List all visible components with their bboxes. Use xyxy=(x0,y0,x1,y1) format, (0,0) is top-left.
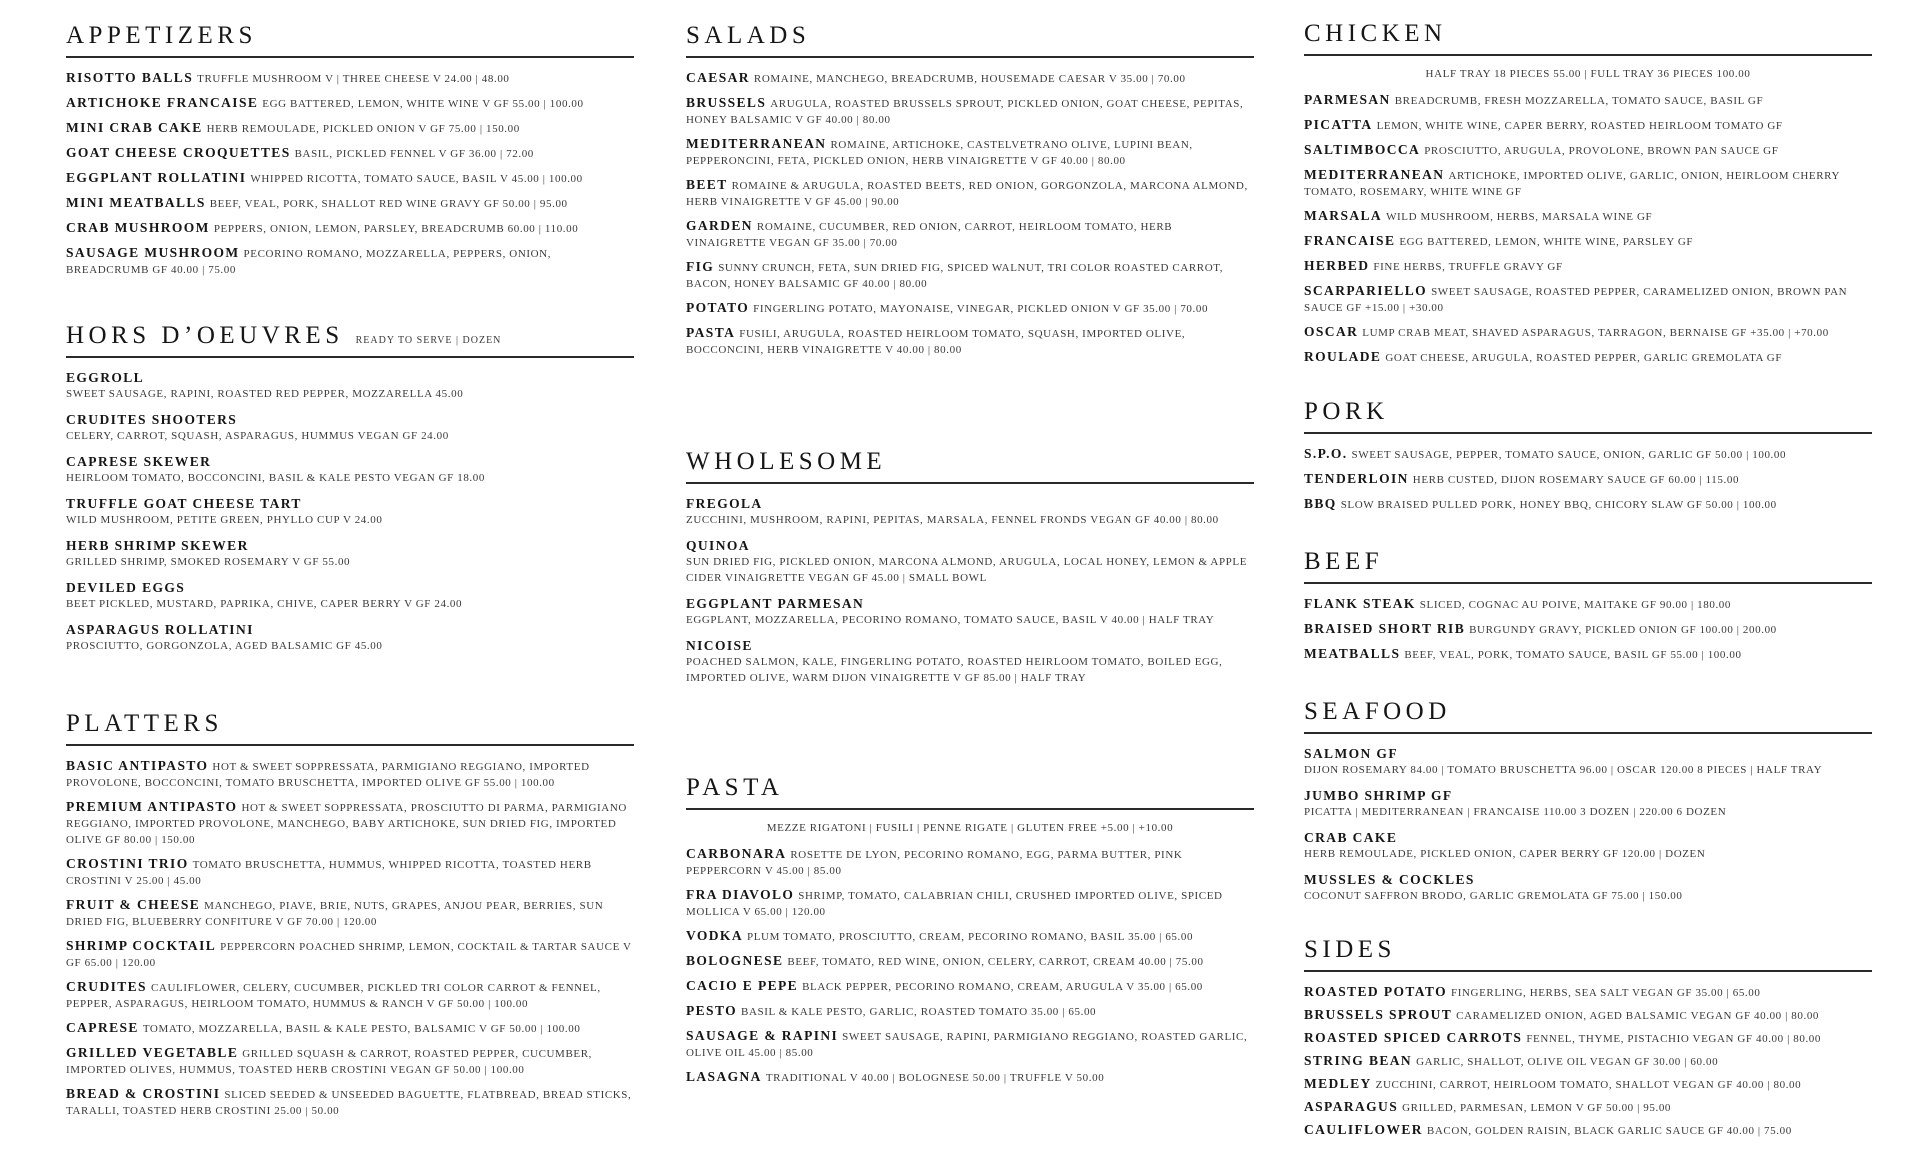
item-name: BEET xyxy=(686,177,728,192)
item-description: PICATTA | MEDITERRANEAN | FRANCAISE 110.00 3 DOZEN | 220.00 6 DOZEN xyxy=(1304,806,1727,818)
section-header xyxy=(66,322,634,358)
item-name: MUSSLES & COCKLES xyxy=(1304,872,1475,887)
item-description: BLACK PEPPER, PECORINO ROMANO, CREAM, ARUGULA V 35.00 | 65.00 xyxy=(802,981,1203,993)
menu-item xyxy=(686,1003,1254,1020)
item-description: FUSILI, ARUGULA, ROASTED HEIRLOOM TOMATO, SQUASH, IMPORTED OLIVE, BOCCONCINI, HERB VINAIGRETTE V 40.00 | 80.00 xyxy=(686,328,1186,356)
section-wholesome xyxy=(686,448,1254,696)
menu-item xyxy=(1304,830,1872,862)
section-header xyxy=(1304,548,1872,584)
menu-item xyxy=(66,220,634,237)
item-name: TENDERLOIN xyxy=(1304,471,1409,486)
item-description: PLUM TOMATO, PROSCIUTTO, CREAM, PECORINO ROMANO, BASIL 35.00 | 65.00 xyxy=(746,931,1194,943)
item-name: TRUFFLE GOAT CHEESE TART xyxy=(66,496,302,511)
item-name: BREAD & CROSTINI xyxy=(66,1086,221,1101)
item-description: HERB REMOULADE, PICKLED ONION, CAPER BERRY GF 120.00 | DOZEN xyxy=(1304,848,1706,860)
item-name: FRANCAISE xyxy=(1304,233,1396,248)
menu-item xyxy=(1304,446,1872,463)
item-description: GRILLED, PARMESAN, LEMON V GF 50.00 | 95.00 xyxy=(1402,1102,1672,1114)
item-description: BEEF, VEAL, PORK, SHALLOT RED WINE GRAVY GF 50.00 | 95.00 xyxy=(209,198,568,210)
section-chicken xyxy=(1304,20,1872,374)
menu-item xyxy=(1304,496,1872,513)
menu-item xyxy=(66,120,634,137)
item-description: FINGERLING, HERBS, SEA SALT VEGAN GF 35.00 | 65.00 xyxy=(1451,987,1761,999)
item-name: CROSTINI TRIO xyxy=(66,856,189,871)
menu-item xyxy=(1304,788,1872,820)
menu-item xyxy=(686,218,1254,251)
item-name: ROASTED SPICED CARROTS xyxy=(1304,1030,1523,1045)
item-name: PARMESAN xyxy=(1304,92,1391,107)
menu-item xyxy=(1304,1030,1872,1047)
item-description: TOMATO, MOZZARELLA, BASIL & KALE PESTO, BALSAMIC V GF 50.00 | 100.00 xyxy=(142,1023,581,1035)
item-name: HERBED xyxy=(1304,258,1370,273)
item-description: GARLIC, SHALLOT, OLIVE OIL VEGAN GF 30.00 | 60.00 xyxy=(1416,1056,1719,1068)
item-description: BURGUNDY GRAVY, PICKLED ONION GF 100.00 | 200.00 xyxy=(1469,624,1777,636)
item-name: EGGPLANT ROLLATINI xyxy=(66,170,247,185)
item-description: TOMATO BRUSCHETTA, HUMMUS, WHIPPED RICOTTA, TOASTED HERB CROSTINI V 25.00 | 45.00 xyxy=(66,859,592,887)
item-name: ROULADE xyxy=(1304,349,1382,364)
item-name: CRAB CAKE xyxy=(1304,830,1398,845)
section-pasta xyxy=(686,774,1254,1094)
item-description: ARTICHOKE, IMPORTED OLIVE, GARLIC, ONION, HEIRLOOM CHERRY TOMATO, ROSEMARY, WHITE WINE GF xyxy=(1304,170,1840,198)
item-description: CARAMELIZED ONION, AGED BALSAMIC VEGAN GF 40.00 | 80.00 xyxy=(1456,1010,1820,1022)
item-description: HEIRLOOM TOMATO, BOCCONCINI, BASIL & KALE PESTO VEGAN GF 18.00 xyxy=(66,472,485,484)
item-description: GRILLED SQUASH & CARROT, ROASTED PEPPER, CUCUMBER, IMPORTED OLIVES, HUMMUS, TOASTED HERB CROSTINI VEGAN GF 50.00 | 100.00 xyxy=(66,1048,592,1076)
section-title: SEAFOOD xyxy=(1304,698,1451,725)
item-name: BOLOGNESE xyxy=(686,953,784,968)
item-description: GOAT CHEESE, ARUGULA, ROASTED PEPPER, GARLIC GREMOLATA GF xyxy=(1385,352,1783,364)
menu-item xyxy=(686,70,1254,87)
item-name: POTATO xyxy=(686,300,750,315)
menu-item xyxy=(66,70,634,87)
item-description: TRUFFLE MUSHROOM V | THREE CHEESE V 24.00 | 48.00 xyxy=(197,73,510,85)
item-description: CELERY, CARROT, SQUASH, ASPARAGUS, HUMMUS VEGAN GF 24.00 xyxy=(66,430,449,442)
item-name: OSCAR xyxy=(1304,324,1359,339)
section-header xyxy=(66,22,634,58)
menu-item xyxy=(1304,984,1872,1001)
item-name: VODKA xyxy=(686,928,743,943)
section-title: BEEF xyxy=(1304,548,1384,575)
item-name: EGGROLL xyxy=(66,370,145,385)
item-name: MEDITERRANEAN xyxy=(1304,167,1445,182)
menu-item xyxy=(686,978,1254,995)
section-title: SIDES xyxy=(1304,936,1396,963)
section-header xyxy=(66,710,634,746)
menu-item xyxy=(66,622,634,654)
menu-item xyxy=(66,1020,634,1037)
item-name: S.P.O. xyxy=(1304,446,1348,461)
item-description: COCONUT SAFFRON BRODO, GARLIC GREMOLATA GF 75.00 | 150.00 xyxy=(1304,890,1683,902)
item-name: CAULIFLOWER xyxy=(1304,1122,1423,1137)
menu-item xyxy=(66,170,634,187)
item-name: NICOISE xyxy=(686,638,753,653)
menu-item xyxy=(66,1086,634,1119)
item-description: BACON, GOLDEN RAISIN, BLACK GARLIC SAUCE GF 40.00 | 75.00 xyxy=(1426,1125,1792,1137)
menu-item xyxy=(66,245,634,278)
section-pork xyxy=(1304,398,1872,521)
item-description: BEEF, TOMATO, RED WINE, ONION, CELERY, CARROT, CREAM 40.00 | 75.00 xyxy=(787,956,1204,968)
item-description: LUMP CRAB MEAT, SHAVED ASPARAGUS, TARRAGON, BERNAISE GF +35.00 | +70.00 xyxy=(1362,327,1829,339)
item-name: STRING BEAN xyxy=(1304,1053,1413,1068)
section-title: HORS D’OEUVRES xyxy=(66,322,344,349)
menu-item xyxy=(686,638,1254,686)
menu-item xyxy=(66,145,634,162)
item-name: PASTA xyxy=(686,325,736,340)
item-description: BASIL, PICKLED FENNEL V GF 36.00 | 72.00 xyxy=(294,148,534,160)
item-description: BASIL & KALE PESTO, GARLIC, ROASTED TOMATO 35.00 | 65.00 xyxy=(741,1006,1097,1018)
section-seafood xyxy=(1304,698,1872,914)
menu-item xyxy=(66,897,634,930)
menu-item xyxy=(1304,1053,1872,1070)
item-name: CAPRESE SKEWER xyxy=(66,454,212,469)
item-description: FINGERLING POTATO, MAYONAISE, VINEGAR, PICKLED ONION V GF 35.00 | 70.00 xyxy=(753,303,1209,315)
section-header xyxy=(686,774,1254,810)
item-name: ARTICHOKE FRANCAISE xyxy=(66,95,259,110)
menu-item xyxy=(1304,92,1872,109)
menu-item xyxy=(1304,1076,1872,1093)
menu-item xyxy=(1304,1099,1872,1116)
section-header xyxy=(1304,20,1872,56)
item-description: WILD MUSHROOM, HERBS, MARSALA WINE GF xyxy=(1386,211,1653,223)
menu-item xyxy=(686,95,1254,128)
section-header xyxy=(686,22,1254,58)
menu-item xyxy=(66,195,634,212)
item-name: FIG xyxy=(686,259,715,274)
chicken-tray-options: HALF TRAY 18 PIECES 55.00 | FULL TRAY 36 PIECES 100.00 xyxy=(1425,68,1751,80)
item-description: SLOW BRAISED PULLED PORK, HONEY BBQ, CHICORY SLAW GF 50.00 | 100.00 xyxy=(1340,499,1777,511)
item-description: LEMON, WHITE WINE, CAPER BERRY, ROASTED HEIRLOOM TOMATO GF xyxy=(1376,120,1783,132)
item-description: PROSCIUTTO, ARUGULA, PROVOLONE, BROWN PAN SAUCE GF xyxy=(1424,145,1779,157)
item-name: MINI CRAB CAKE xyxy=(66,120,203,135)
menu-item xyxy=(66,1045,634,1078)
menu-item xyxy=(66,370,634,402)
item-name: FREGOLA xyxy=(686,496,763,511)
item-description: HOT & SWEET SOPPRESSATA, PROSCIUTTO DI PARMA, PARMIGIANO REGGIANO, IMPORTED PROVOLONE, MANCHEGO, BABY ARTICHOKE, SUN DRIED FIG, IMPORTED OLIVE GF 80.00 | 150.00 xyxy=(66,802,627,846)
item-description: EGGPLANT, MOZZARELLA, PECORINO ROMANO, TOMATO SAUCE, BASIL V 40.00 | HALF TRAY xyxy=(686,614,1215,626)
item-name: FRA DIAVOLO xyxy=(686,887,795,902)
menu-item xyxy=(66,580,634,612)
item-name: SAUSAGE & RAPINI xyxy=(686,1028,839,1043)
item-description: PEPPERS, ONION, LEMON, PARSLEY, BREADCRUMB 60.00 | 110.00 xyxy=(213,223,579,235)
section-title: SALADS xyxy=(686,22,811,49)
menu-item xyxy=(66,938,634,971)
item-name: FLANK STEAK xyxy=(1304,596,1416,611)
item-description: ROMAINE, MANCHEGO, BREADCRUMB, HOUSEMADE CAESAR V 35.00 | 70.00 xyxy=(753,73,1186,85)
item-description: POACHED SALMON, KALE, FINGERLING POTATO, ROASTED HEIRLOOM TOMATO, BOILED EGG, IMPORTED OLIVE, WARM DIJON VINAIGRETTE V GF 85.00 | HALF TRAY xyxy=(686,656,1223,684)
section-note: READY TO SERVE | DOZEN xyxy=(355,335,502,346)
menu-item xyxy=(686,325,1254,358)
section-platters xyxy=(66,710,634,1127)
item-description: CAULIFLOWER, CELERY, CUCUMBER, PICKLED TRI COLOR CARROT & FENNEL, PEPPER, ASPARAGUS, HEIRLOOM TOMATO, HUMMUS & RANCH V GF 50.00 | 100.00 xyxy=(66,982,601,1010)
item-name: RISOTTO BALLS xyxy=(66,70,194,85)
item-name: CAESAR xyxy=(686,70,750,85)
item-name: CAPRESE xyxy=(66,1020,139,1035)
section-title: PASTA xyxy=(686,774,784,801)
menu-item xyxy=(1304,471,1872,488)
menu-item xyxy=(1304,621,1872,638)
menu-item xyxy=(1304,1007,1872,1024)
menu-item xyxy=(686,496,1254,528)
item-description: MANCHEGO, PIAVE, BRIE, NUTS, GRAPES, ANJOU PEAR, BERRIES, SUN DRIED FIG, BLUEBERRY CONFITURE V GF 70.00 | 120.00 xyxy=(66,900,604,928)
menu-item xyxy=(1304,208,1872,225)
menu-item xyxy=(1304,283,1872,316)
item-name: CRAB MUSHROOM xyxy=(66,220,210,235)
item-description: BEEF, VEAL, PORK, TOMATO SAUCE, BASIL GF 55.00 | 100.00 xyxy=(1404,649,1742,661)
menu-item xyxy=(686,259,1254,292)
menu-item xyxy=(1304,646,1872,663)
item-name: CRUDITES xyxy=(66,979,147,994)
item-description: EGG BATTERED, LEMON, WHITE WINE V GF 55.00 | 100.00 xyxy=(262,98,584,110)
item-description: PEPPERCORN POACHED SHRIMP, LEMON, COCKTAIL & TARTAR SAUCE V GF 65.00 | 120.00 xyxy=(66,941,632,969)
section-title: WHOLESOME xyxy=(686,448,887,475)
menu-item xyxy=(1304,142,1872,159)
item-name: SCARPARIELLO xyxy=(1304,283,1428,298)
menu-item xyxy=(686,887,1254,920)
menu-item xyxy=(66,538,634,570)
menu-item xyxy=(686,538,1254,586)
menu-item xyxy=(1304,349,1872,366)
item-description: ZUCCHINI, MUSHROOM, RAPINI, PEPITAS, MARSALA, FENNEL FRONDS VEGAN GF 40.00 | 80.00 xyxy=(686,514,1219,526)
item-name: MARSALA xyxy=(1304,208,1383,223)
item-description: SWEET SAUSAGE, RAPINI, PARMIGIANO REGGIANO, ROASTED GARLIC, OLIVE OIL 45.00 | 85.00 xyxy=(686,1031,1248,1059)
item-name: MEDITERRANEAN xyxy=(686,136,827,151)
item-description: HERB CUSTED, DIJON ROSEMARY SAUCE GF 60.00 | 115.00 xyxy=(1412,474,1740,486)
menu-item xyxy=(686,1028,1254,1061)
menu-item xyxy=(1304,258,1872,275)
item-name: CARBONARA xyxy=(686,846,787,861)
item-description: FENNEL, THYME, PISTACHIO VEGAN GF 40.00 | 80.00 xyxy=(1526,1033,1821,1045)
item-description: SLICED SEEDED & UNSEEDED BAGUETTE, FLATBREAD, BREAD STICKS, TARALLI, TOASTED HERB CROSTINI 25.00 | 50.00 xyxy=(66,1089,632,1117)
item-name: ASPARAGUS ROLLATINI xyxy=(66,622,254,637)
item-description: SWEET SAUSAGE, ROASTED PEPPER, CARAMELIZED ONION, BROWN PAN SAUCE GF +15.00 | +30.00 xyxy=(1304,286,1848,314)
section-salads xyxy=(686,22,1254,366)
item-name: MINI MEATBALLS xyxy=(66,195,206,210)
section-hors-doeuvres xyxy=(66,322,634,664)
item-description: TRADITIONAL V 40.00 | BOLOGNESE 50.00 | TRUFFLE V 50.00 xyxy=(765,1072,1105,1084)
pasta-options: MEZZE RIGATONI | FUSILI | PENNE RIGATE | GLUTEN FREE +5.00 | +10.00 xyxy=(766,822,1174,834)
item-description: WILD MUSHROOM, PETITE GREEN, PHYLLO CUP V 24.00 xyxy=(66,514,383,526)
item-description: ROSETTE DE LYON, PECORINO ROMANO, EGG, PARMA BUTTER, PINK PEPPERCORN V 45.00 | 85.00 xyxy=(686,849,1183,877)
menu-item xyxy=(66,799,634,848)
section-header xyxy=(1304,698,1872,734)
item-description: SLICED, COGNAC AU POIVE, MAITAKE GF 90.00 | 180.00 xyxy=(1419,599,1732,611)
item-description: EGG BATTERED, LEMON, WHITE WINE, PARSLEY GF xyxy=(1399,236,1694,248)
menu-item xyxy=(1304,233,1872,250)
item-name: BRAISED SHORT RIB xyxy=(1304,621,1466,636)
item-name: BBQ xyxy=(1304,496,1337,511)
section-header xyxy=(1304,936,1872,972)
item-name: ASPARAGUS xyxy=(1304,1099,1399,1114)
item-name: MEATBALLS xyxy=(1304,646,1401,661)
item-description: WHIPPED RICOTTA, TOMATO SAUCE, BASIL V 45.00 | 100.00 xyxy=(250,173,583,185)
item-description: ZUCCHINI, CARROT, HEIRLOOM TOMATO, SHALLOT VEGAN GF 40.00 | 80.00 xyxy=(1375,1079,1802,1091)
menu-item xyxy=(686,1069,1254,1086)
item-name: SAUSAGE MUSHROOM xyxy=(66,245,240,260)
section-title: APPETIZERS xyxy=(66,22,257,49)
item-name: QUINOA xyxy=(686,538,750,553)
item-name: DEVILED EGGS xyxy=(66,580,186,595)
menu-item xyxy=(686,953,1254,970)
item-name: GOAT CHEESE CROQUETTES xyxy=(66,145,291,160)
item-name: PICATTA xyxy=(1304,117,1373,132)
menu-item xyxy=(686,177,1254,210)
menu-item xyxy=(686,928,1254,945)
item-description: FINE HERBS, TRUFFLE GRAVY GF xyxy=(1373,261,1563,273)
item-description: ROMAINE, CUCUMBER, RED ONION, CARROT, HEIRLOOM TOMATO, HERB VINAIGRETTE VEGAN GF 35.00 | 70.00 xyxy=(686,221,1173,249)
section-sides xyxy=(1304,936,1872,1145)
item-description: SUNNY CRUNCH, FETA, SUN DRIED FIG, SPICED WALNUT, TRI COLOR ROASTED CARROT, BACON, HONEY BALSAMIC GF 40.00 | 80.00 xyxy=(686,262,1224,290)
item-name: ROASTED POTATO xyxy=(1304,984,1447,999)
menu-item xyxy=(686,136,1254,169)
item-description: DIJON ROSEMARY 84.00 | TOMATO BRUSCHETTA 96.00 | OSCAR 120.00 8 PIECES | HALF TRAY xyxy=(1304,764,1823,776)
item-name: BRUSSELS SPROUT xyxy=(1304,1007,1453,1022)
item-description: SUN DRIED FIG, PICKLED ONION, MARCONA ALMOND, ARUGULA, LOCAL HONEY, LEMON & APPLE CIDER VINAIGRETTE VEGAN GF 45.00 | SMALL BOWL xyxy=(686,556,1248,584)
menu-item xyxy=(66,758,634,791)
section-title: PLATTERS xyxy=(66,710,223,737)
item-description: PROSCIUTTO, GORGONZOLA, AGED BALSAMIC GF 45.00 xyxy=(66,640,383,652)
item-description: HERB REMOULADE, PICKLED ONION V GF 75.00 | 150.00 xyxy=(206,123,520,135)
menu-item xyxy=(1304,1122,1872,1139)
section-title: PORK xyxy=(1304,398,1389,425)
menu-item xyxy=(1304,746,1872,778)
section-appetizers xyxy=(66,22,634,286)
section-title: CHICKEN xyxy=(1304,20,1447,47)
item-name: HERB SHRIMP SKEWER xyxy=(66,538,249,553)
item-description: ARUGULA, ROASTED BRUSSELS SPROUT, PICKLED ONION, GOAT CHEESE, PEPITAS, HONEY BALSAMIC V GF 40.00 | 80.00 xyxy=(686,98,1244,126)
item-name: BASIC ANTIPASTO xyxy=(66,758,209,773)
item-name: EGGPLANT PARMESAN xyxy=(686,596,865,611)
item-name: PREMIUM ANTIPASTO xyxy=(66,799,238,814)
menu-item xyxy=(686,300,1254,317)
menu-item xyxy=(1304,324,1872,341)
item-description: BEET PICKLED, MUSTARD, PAPRIKA, CHIVE, CAPER BERRY V GF 24.00 xyxy=(66,598,463,610)
menu-item xyxy=(66,412,634,444)
menu-item xyxy=(66,979,634,1012)
item-name: SHRIMP COCKTAIL xyxy=(66,938,217,953)
item-description: SWEET SAUSAGE, PEPPER, TOMATO SAUCE, ONION, GARLIC GF 50.00 | 100.00 xyxy=(1351,449,1787,461)
item-name: GARDEN xyxy=(686,218,753,233)
menu-item xyxy=(66,496,634,528)
item-description: PECORINO ROMANO, MOZZARELLA, PEPPERS, ONION, BREADCRUMB GF 40.00 | 75.00 xyxy=(66,248,552,276)
menu-item xyxy=(686,596,1254,628)
section-header xyxy=(686,448,1254,484)
item-name: SALMON GF xyxy=(1304,746,1398,761)
item-name: JUMBO SHRIMP GF xyxy=(1304,788,1453,803)
item-name: LASAGNA xyxy=(686,1069,762,1084)
section-header xyxy=(1304,398,1872,434)
item-description: ROMAINE & ARUGULA, ROASTED BEETS, RED ONION, GORGONZOLA, MARCONA ALMOND, HERB VINAIGRETTE V GF 45.00 | 90.00 xyxy=(686,180,1248,208)
item-name: GRILLED VEGETABLE xyxy=(66,1045,239,1060)
item-name: CRUDITES SHOOTERS xyxy=(66,412,238,427)
section-beef xyxy=(1304,548,1872,671)
menu-item xyxy=(686,846,1254,879)
item-description: HOT & SWEET SOPPRESSATA, PARMIGIANO REGGIANO, IMPORTED PROVOLONE, BOCCONCINI, TOMATO BRUSCHETTA, IMPORTED OLIVE GF 55.00 | 100.00 xyxy=(66,761,590,789)
item-name: PESTO xyxy=(686,1003,738,1018)
item-name: CACIO E PEPE xyxy=(686,978,799,993)
item-name: BRUSSELS xyxy=(686,95,767,110)
menu-item xyxy=(66,856,634,889)
menu-item xyxy=(66,95,634,112)
menu-item xyxy=(1304,167,1872,200)
menu-item xyxy=(1304,117,1872,134)
item-description: GRILLED SHRIMP, SMOKED ROSEMARY V GF 55.00 xyxy=(66,556,351,568)
menu-item xyxy=(1304,872,1872,904)
item-description: SWEET SAUSAGE, RAPINI, ROASTED RED PEPPER, MOZZARELLA 45.00 xyxy=(66,388,464,400)
menu-item xyxy=(1304,596,1872,613)
item-name: MEDLEY xyxy=(1304,1076,1372,1091)
menu-item xyxy=(66,454,634,486)
item-name: SALTIMBOCCA xyxy=(1304,142,1421,157)
item-description: SHRIMP, TOMATO, CALABRIAN CHILI, CRUSHED IMPORTED OLIVE, SPICED MOLLICA V 65.00 | 120.00 xyxy=(686,890,1223,918)
item-name: FRUIT & CHEESE xyxy=(66,897,201,912)
item-description: BREADCRUMB, FRESH MOZZARELLA, TOMATO SAUCE, BASIL GF xyxy=(1394,95,1764,107)
item-description: ROMAINE, ARTICHOKE, CASTELVETRANO OLIVE, LUPINI BEAN, PEPPERONCINI, FETA, PICKLED ONION, HERB VINAIGRETTE V GF 40.00 | 80.00 xyxy=(686,139,1193,167)
